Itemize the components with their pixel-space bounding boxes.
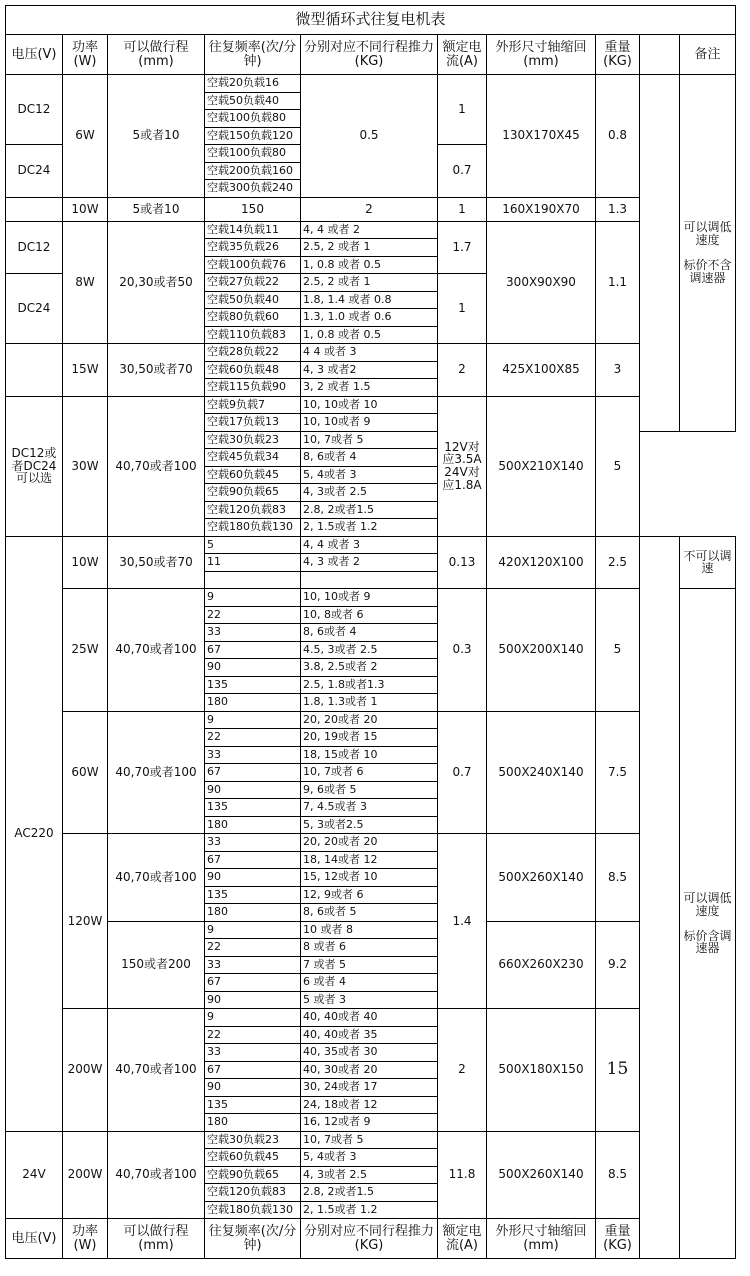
- thrust-cell: 5, 4或者 3: [301, 466, 438, 484]
- thrust-cell: 5, 4或者 3: [301, 1149, 438, 1167]
- thrust-cell: 2.5, 2 或者 1: [301, 274, 438, 292]
- frequency-cell: 90: [205, 991, 301, 1009]
- frequency-cell: 180: [205, 904, 301, 922]
- thrust-cell: 4 4 或者 3: [301, 344, 438, 362]
- size-cell: 160X190X70: [487, 197, 596, 221]
- motor-spec-table: [5, 5, 736, 1259]
- frequency-cell: 空载17负载13: [205, 414, 301, 432]
- stroke-cell: 40,70或者100: [108, 589, 205, 712]
- current-cell: 0.7: [438, 711, 487, 834]
- thrust-cell: 2, 1.5或者 1.2: [301, 519, 438, 537]
- size-cell: 500X210X140: [487, 396, 596, 536]
- header-voltage: 电压(V): [6, 35, 63, 75]
- frequency-cell: 空载100负载76: [205, 256, 301, 274]
- voltage-cell: DC24: [6, 274, 63, 344]
- size-cell: 500X200X140: [487, 589, 596, 712]
- frequency-cell: 空载50负载40: [205, 92, 301, 110]
- thrust-cell: 4, 3 或者2: [301, 361, 438, 379]
- size-cell: 500X260X140: [487, 834, 596, 922]
- frequency-cell: 33: [205, 746, 301, 764]
- thrust-cell: 12, 9或者 6: [301, 886, 438, 904]
- thrust-cell: 1.8, 1.3或者 1: [301, 694, 438, 712]
- header-power: 功率(W): [63, 35, 108, 75]
- frequency-cell: 33: [205, 624, 301, 642]
- thrust-cell: 3.8, 2.5或者 2: [301, 659, 438, 677]
- frequency-cell: 22: [205, 729, 301, 747]
- size-cell: 500X180X150: [487, 1009, 596, 1132]
- weight-cell: 5: [596, 396, 640, 536]
- frequency-cell: 33: [205, 956, 301, 974]
- thrust-cell: 24, 18或者 12: [301, 1096, 438, 1114]
- thrust-cell: 10, 7或者 5: [301, 1131, 438, 1149]
- remark-cell: 可以调低速度 标价不含调速器: [680, 75, 736, 432]
- voltage-cell: [6, 197, 63, 221]
- frequency-cell: 空载90负载65: [205, 1166, 301, 1184]
- frequency-cell: 67: [205, 1061, 301, 1079]
- frequency-cell: 空载100负载80: [205, 110, 301, 128]
- thrust-cell: 10, 7或者 5: [301, 431, 438, 449]
- current-cell: 1.7: [438, 221, 487, 274]
- thrust-cell: 4.5, 3或者 2.5: [301, 641, 438, 659]
- frequency-cell: 22: [205, 606, 301, 624]
- remark-cell: 不可以调速: [680, 536, 736, 589]
- frequency-cell: 空载90负载65: [205, 484, 301, 502]
- size-cell: 500X240X140: [487, 711, 596, 834]
- frequency-cell: 67: [205, 974, 301, 992]
- current-cell: 1: [438, 274, 487, 344]
- thrust-cell: 10 或者 8: [301, 921, 438, 939]
- thrust-cell: 9, 6或者 5: [301, 781, 438, 799]
- stroke-cell: 40,70或者100: [108, 396, 205, 536]
- frequency-cell: 空载60负载45: [205, 466, 301, 484]
- frequency-cell: 空载200负载160: [205, 162, 301, 180]
- stroke-cell: 40,70或者100: [108, 834, 205, 922]
- stroke-cell: 150或者200: [108, 921, 205, 1009]
- frequency-cell: 空载60负载45: [205, 1149, 301, 1167]
- thrust-cell: 7 或者 5: [301, 956, 438, 974]
- frequency-cell: 67: [205, 764, 301, 782]
- frequency-cell: 空载27负载22: [205, 274, 301, 292]
- thrust-cell: 7, 4.5或者 3: [301, 799, 438, 817]
- frequency-cell: 空载180负载130: [205, 1201, 301, 1219]
- thrust-cell: 1.3, 1.0 或者 0.6: [301, 309, 438, 327]
- current-cell: 0.3: [438, 589, 487, 712]
- power-cell: 10W: [63, 536, 108, 589]
- size-cell: 660X260X230: [487, 921, 596, 1009]
- thrust-cell: 20, 20或者 20: [301, 711, 438, 729]
- stroke-cell: 20,30或者50: [108, 221, 205, 344]
- thrust-cell: 4, 3或者 2.5: [301, 1166, 438, 1184]
- voltage-cell: 24V: [6, 1131, 63, 1219]
- frequency-cell: 空载150负载120: [205, 127, 301, 145]
- thrust-cell: 1, 0.8 或者 0.5: [301, 326, 438, 344]
- header-size: 外形尺寸轴缩回(mm): [487, 35, 596, 75]
- thrust-cell: 15, 12或者 10: [301, 869, 438, 887]
- table-title: 微型循环式往复电机表: [6, 6, 736, 35]
- stroke-cell: 40,70或者100: [108, 711, 205, 834]
- frequency-cell: 150: [205, 197, 301, 221]
- voltage-cell: [6, 344, 63, 397]
- header-frequency: 往复频率(次/分钟): [205, 35, 301, 75]
- frequency-cell: 180: [205, 816, 301, 834]
- thrust-cell: 6 或者 4: [301, 974, 438, 992]
- frequency-cell: 135: [205, 799, 301, 817]
- frequency-cell: 空载30负载23: [205, 431, 301, 449]
- footer-thrust: 分别对应不同行程推力(KG): [301, 1219, 438, 1259]
- footer-weight: 重量(KG): [596, 1219, 640, 1259]
- frequency-cell: 135: [205, 886, 301, 904]
- thrust-cell: 2.5, 2 或者 1: [301, 239, 438, 257]
- weight-cell: 9.2: [596, 921, 640, 1009]
- frequency-cell: 135: [205, 1096, 301, 1114]
- weight-cell: 1.3: [596, 197, 640, 221]
- thrust-cell: 30, 24或者 17: [301, 1079, 438, 1097]
- size-cell: 130X170X45: [487, 75, 596, 198]
- frequency-cell: 9: [205, 711, 301, 729]
- thrust-cell: 16, 12或者 9: [301, 1114, 438, 1132]
- frequency-cell: 135: [205, 676, 301, 694]
- thrust-cell: 40, 30或者 20: [301, 1061, 438, 1079]
- weight-cell: 7.5: [596, 711, 640, 834]
- thrust-cell: 10, 10或者 9: [301, 589, 438, 607]
- thrust-cell: 4, 4 或者 3: [301, 536, 438, 554]
- header-weight: 重量(KG): [596, 35, 640, 75]
- thrust-cell: 20, 20或者 20: [301, 834, 438, 852]
- frequency-cell: 67: [205, 851, 301, 869]
- thrust-cell: 10, 10或者 10: [301, 396, 438, 414]
- power-cell: 120W: [63, 834, 108, 1009]
- thrust-cell: 2, 1.5或者 1.2: [301, 1201, 438, 1219]
- footer-frequency: 往复频率(次/分钟): [205, 1219, 301, 1259]
- header-remark: 备注: [680, 35, 736, 75]
- frequency-cell: 180: [205, 1114, 301, 1132]
- thrust-cell: 20, 19或者 15: [301, 729, 438, 747]
- voltage-cell: AC220: [6, 536, 63, 1131]
- power-cell: 30W: [63, 396, 108, 536]
- weight-cell: 8.5: [596, 1131, 640, 1219]
- power-cell: 200W: [63, 1009, 108, 1132]
- frequency-cell: 33: [205, 834, 301, 852]
- frequency-cell: 空载180负载130: [205, 519, 301, 537]
- frequency-cell: 空载80负载60: [205, 309, 301, 327]
- stroke-cell: 30,50或者70: [108, 536, 205, 589]
- current-cell: 0.13: [438, 536, 487, 589]
- frequency-cell: 空载300负载240: [205, 180, 301, 198]
- frequency-cell: 空载120负载83: [205, 1184, 301, 1202]
- power-cell: 25W: [63, 589, 108, 712]
- frequency-cell: 空载9负载7: [205, 396, 301, 414]
- footer-voltage: 电压(V): [6, 1219, 63, 1259]
- voltage-cell: DC24: [6, 145, 63, 198]
- power-cell: 200W: [63, 1131, 108, 1219]
- weight-cell: 1.1: [596, 221, 640, 344]
- frequency-cell: 180: [205, 694, 301, 712]
- current-cell: 1.4: [438, 834, 487, 1009]
- frequency-cell: 9: [205, 589, 301, 607]
- stroke-cell: 30,50或者70: [108, 344, 205, 397]
- current-cell: 11.8: [438, 1131, 487, 1219]
- frequency-cell: 空载115负载90: [205, 379, 301, 397]
- frequency-cell: 空载50负载40: [205, 291, 301, 309]
- weight-cell: 15: [596, 1009, 640, 1132]
- frequency-cell: 空载30负载23: [205, 1131, 301, 1149]
- power-cell: 6W: [63, 75, 108, 198]
- thrust-cell: 40, 40或者 35: [301, 1026, 438, 1044]
- footer-current: 额定电流(A): [438, 1219, 487, 1259]
- voltage-cell: DC12: [6, 75, 63, 145]
- thrust-cell: 40, 40或者 40: [301, 1009, 438, 1027]
- frequency-cell: 空载14负载11: [205, 221, 301, 239]
- stroke-cell: 40,70或者100: [108, 1131, 205, 1219]
- blank-col: [640, 75, 680, 432]
- current-cell: 1: [438, 197, 487, 221]
- current-cell: 1: [438, 75, 487, 145]
- frequency-cell: 11: [205, 554, 301, 572]
- thrust-cell: 40, 35或者 30: [301, 1044, 438, 1062]
- power-cell: 10W: [63, 197, 108, 221]
- frequency-cell: 90: [205, 1079, 301, 1097]
- current-cell: 2: [438, 344, 487, 397]
- header-thrust: 分别对应不同行程推力(KG): [301, 35, 438, 75]
- frequency-cell: 5: [205, 536, 301, 554]
- header-current: 额定电流(A): [438, 35, 487, 75]
- thrust-cell: 0.5: [301, 75, 438, 198]
- thrust-cell: 2: [301, 197, 438, 221]
- thrust-cell: 8 或者 6: [301, 939, 438, 957]
- weight-cell: 3: [596, 344, 640, 397]
- stroke-cell: 5或者10: [108, 197, 205, 221]
- power-cell: 8W: [63, 221, 108, 344]
- frequency-cell: 22: [205, 1026, 301, 1044]
- thrust-cell: 4, 4 或者 2: [301, 221, 438, 239]
- frequency-cell: 空载20负载16: [205, 75, 301, 93]
- remark-cell: 可以调低速度 标价含调速器: [680, 589, 736, 1259]
- frequency-cell: 空载100负载80: [205, 145, 301, 163]
- thrust-cell: 3, 2 或者 1.5: [301, 379, 438, 397]
- thrust-cell: 8, 6或者 4: [301, 624, 438, 642]
- frequency-cell: 90: [205, 659, 301, 677]
- thrust-cell: 5, 3或者2.5: [301, 816, 438, 834]
- current-cell: 0.7: [438, 145, 487, 198]
- weight-cell: 8.5: [596, 834, 640, 922]
- thrust-cell: 18, 14或者 12: [301, 851, 438, 869]
- thrust-cell: 8, 6或者 5: [301, 904, 438, 922]
- thrust-cell: 2.8, 2或者1.5: [301, 501, 438, 519]
- thrust-cell: 10, 8或者 6: [301, 606, 438, 624]
- thrust-cell: 2.5, 1.8或者1.3: [301, 676, 438, 694]
- current-cell: 2: [438, 1009, 487, 1132]
- thrust-cell: 2.8, 2或者1.5: [301, 1184, 438, 1202]
- thrust-cell: 1.8, 1.4 或者 0.8: [301, 291, 438, 309]
- blank-col: [640, 536, 680, 1259]
- frequency-cell: 空载45负载34: [205, 449, 301, 467]
- frequency-cell: 9: [205, 1009, 301, 1027]
- size-cell: 300X90X90: [487, 221, 596, 344]
- stroke-cell: 5或者10: [108, 75, 205, 198]
- size-cell: 425X100X85: [487, 344, 596, 397]
- frequency-cell: 67: [205, 641, 301, 659]
- power-cell: 15W: [63, 344, 108, 397]
- footer-size: 外形尺寸轴缩回(mm): [487, 1219, 596, 1259]
- frequency-cell: 22: [205, 939, 301, 957]
- weight-cell: 2.5: [596, 536, 640, 589]
- power-cell: 60W: [63, 711, 108, 834]
- thrust-cell: [301, 571, 438, 589]
- frequency-cell: 空载110负载83: [205, 326, 301, 344]
- header-blank: [640, 35, 680, 75]
- frequency-cell: 空载35负载26: [205, 239, 301, 257]
- thrust-cell: 4, 3 或者 2: [301, 554, 438, 572]
- thrust-cell: 18, 15或者 10: [301, 746, 438, 764]
- footer-stroke: 可以做行程(mm): [108, 1219, 205, 1259]
- thrust-cell: 1, 0.8 或者 0.5: [301, 256, 438, 274]
- frequency-cell: 33: [205, 1044, 301, 1062]
- frequency-cell: 9: [205, 921, 301, 939]
- frequency-cell: 90: [205, 869, 301, 887]
- stroke-cell: 40,70或者100: [108, 1009, 205, 1132]
- weight-cell: 5: [596, 589, 640, 712]
- weight-cell: 0.8: [596, 75, 640, 198]
- voltage-cell: DC12或者DC24可以选: [6, 396, 63, 536]
- thrust-cell: 10, 10或者 9: [301, 414, 438, 432]
- thrust-cell: 8, 6或者 4: [301, 449, 438, 467]
- current-cell: 12V对应3.5A 24V对应1.8A: [438, 396, 487, 536]
- thrust-cell: 5 或者 3: [301, 991, 438, 1009]
- size-cell: 420X120X100: [487, 536, 596, 589]
- frequency-cell: 空载28负载22: [205, 344, 301, 362]
- header-stroke: 可以做行程(mm): [108, 35, 205, 75]
- frequency-cell: 90: [205, 781, 301, 799]
- thrust-cell: 10, 7或者 6: [301, 764, 438, 782]
- frequency-cell: 空载60负载48: [205, 361, 301, 379]
- frequency-cell: [205, 571, 301, 589]
- frequency-cell: 空载120负载83: [205, 501, 301, 519]
- size-cell: 500X260X140: [487, 1131, 596, 1219]
- voltage-cell: DC12: [6, 221, 63, 274]
- thrust-cell: 4, 3或者 2.5: [301, 484, 438, 502]
- footer-power: 功率(W): [63, 1219, 108, 1259]
